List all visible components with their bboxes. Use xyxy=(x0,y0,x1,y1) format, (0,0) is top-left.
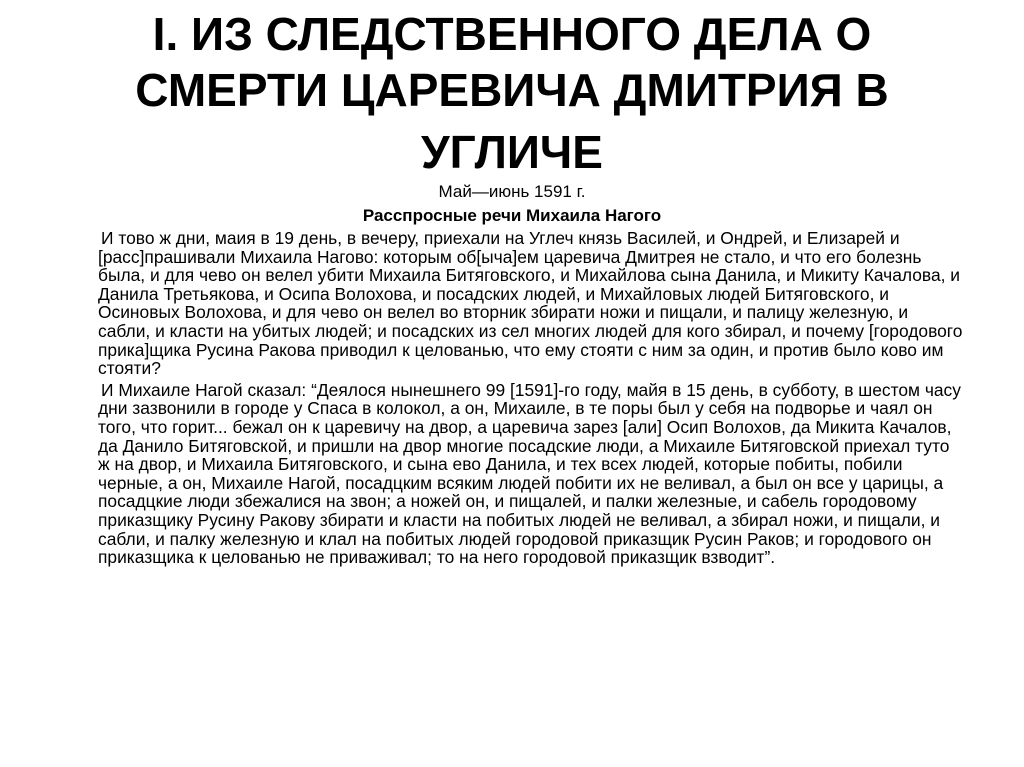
slide-title-line-2: СМЕРТИ ЦАРЕВИЧА ДМИТРИЯ В xyxy=(135,64,889,116)
paragraph-2: И Михаиле Нагой сказал: “Деялося нынешнего 99 [1591]-го году, майя в 15 день, в субботу, в шестом часу дни зазвонили в городе у Спаса в колокол, а он, Михаиле, в те поры был у себя на подворье и чаял он того, что горит... бежал он к царевичу на двор, а царевича зарез [али] Осип Волохов, да Микита Качалов, да Данило Битяговской, и пришли на двор многие посадские люди, а Михаиле Битяговской приехал туто ж на двор, и Михаила Битяговского, и сына ево Данила, и тех всех людей, которые побиты, побили черные, а он, Михаиле Нагой, посадцким всяким людей побити их не веливал, а был он все у царицы, а посадцкие люди збежалися на звон; а ножей он, и пищалей, и палки железные, и сабель городовому приказщику Русину Ракову збирати и класти на побитых людей не веливал, а збирал ножи, и пищали, и сабли, и палку железную и клал на побитых людей городовой приказщик Русин Раков; и городового он приказщика к целованью не приваживал; то на него городовой приказщик взводит”. xyxy=(98,379,961,568)
paragraph-1: И тово ж дни, маия в 19 день, в вечеру, приехали на Углеч князь Василей, и Ондрей, и Елизарей и [расс]прашивали Михаила Нагово: которым об[ыча]ем царевича Дмитрея не стало, и что его болезнь была, и для чево он велел убити Михаила Битяговского, и Михайлова сына Данила, и Микиту Качалова, и Данила Третьякова, и Осипа Волохова, и посадских людей, и Михайловых людей Битяговского, и Осиновых Волохова, и для чево он велел во вторник збирати ножи и пищали, и палицу железную, и сабли, и класти на убитых людей; и посадских из сел многих людей для кого збирал, и почему [городового прика]щика Русина Ракова приводил к целованью, что ему стояти с ним за один, и против было ково им стояти? xyxy=(98,228,963,379)
document-subtitle: Расспросные речи Михаила Нагого xyxy=(362,206,662,225)
slide-title-line-3: УГЛИЧЕ xyxy=(421,126,603,178)
document-date: Май—июнь 1591 г. xyxy=(438,182,586,201)
body-text xyxy=(98,229,964,570)
slide-title-line-1: I. ИЗ СЛЕДСТВЕННОГО ДЕЛА О xyxy=(152,8,872,60)
